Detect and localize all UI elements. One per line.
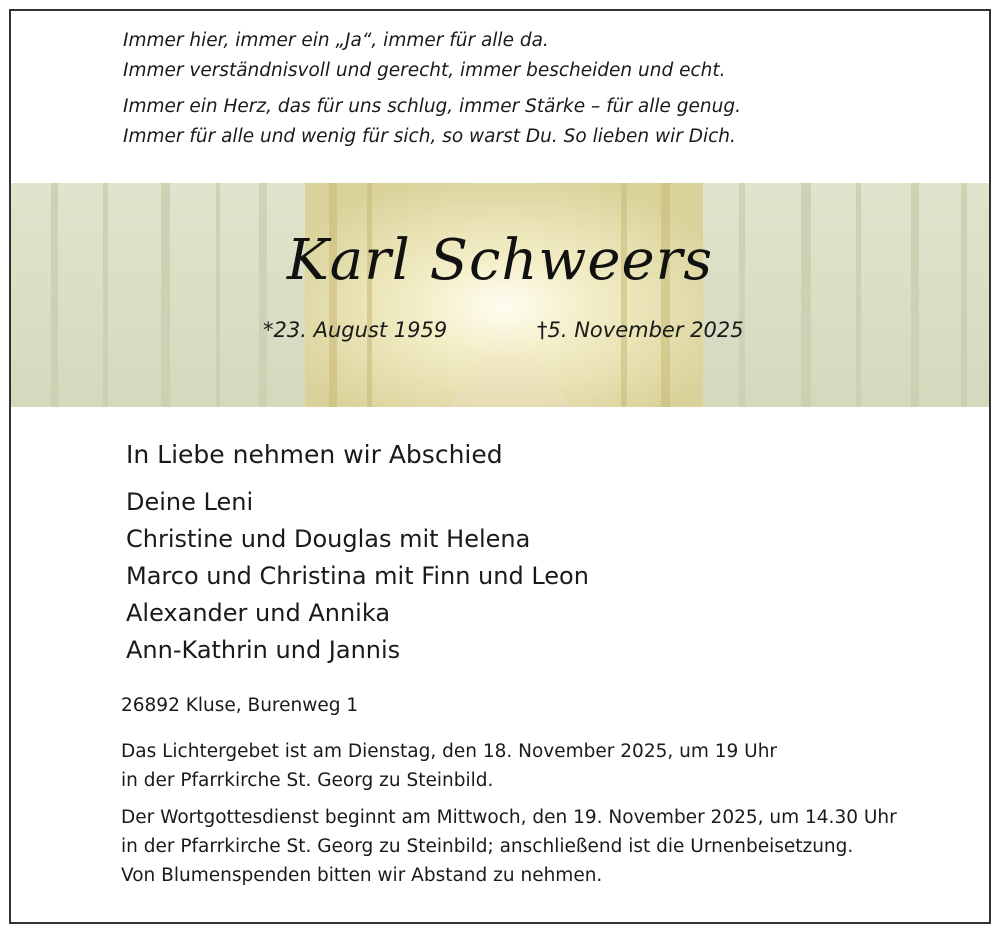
death-date-text: 5. November 2025	[547, 318, 744, 342]
birth-date	[263, 318, 447, 342]
poem-line: Immer ein Herz, das für uns schlug, immer Stärke – für alle genug.	[123, 96, 741, 117]
family-member: Alexander und Annika	[126, 599, 391, 627]
deceased-name: Karl Schweers	[286, 228, 714, 293]
star-symbol: *	[263, 318, 274, 342]
service-note: Das Lichtergebet ist am Dienstag, den 18. November 2025, um 19 Uhr	[121, 741, 778, 762]
poem-line: Immer verständnisvoll und gerecht, immer bescheiden und echt.	[123, 60, 726, 81]
service-note: Von Blumenspenden bitten wir Abstand zu nehmen.	[121, 865, 603, 886]
service-note: in der Pfarrkirche St. Georg zu Steinbild; anschließend ist die Urnenbeisetzung.	[121, 836, 854, 857]
cross-symbol: †	[537, 318, 548, 342]
farewell-heading: In Liebe nehmen wir Abschied	[126, 440, 503, 469]
birth-date-text: 23. August 1959	[273, 318, 448, 342]
address: 26892 Kluse, Burenweg 1	[121, 695, 359, 716]
family-member: Christine und Douglas mit Helena	[126, 525, 531, 553]
family-member: Marco und Christina mit Finn und Leon	[126, 562, 589, 590]
poem-line: Immer hier, immer ein „Ja“, immer für alle da.	[123, 30, 549, 51]
death-date	[537, 318, 744, 342]
service-note: in der Pfarrkirche St. Georg zu Steinbild.	[121, 770, 494, 791]
poem	[123, 26, 741, 152]
poem-line: Immer für alle und wenig für sich, so warst Du. So lieben wir Dich.	[123, 126, 736, 147]
service-note: Der Wortgottesdienst beginnt am Mittwoch, den 19. November 2025, um 14.30 Uhr	[121, 807, 897, 828]
service-notes	[121, 737, 897, 890]
forest-banner-image	[11, 183, 989, 407]
family-member: Deine Leni	[126, 488, 254, 516]
family-list	[126, 484, 589, 669]
family-member: Ann-Kathrin und Jannis	[126, 636, 401, 664]
